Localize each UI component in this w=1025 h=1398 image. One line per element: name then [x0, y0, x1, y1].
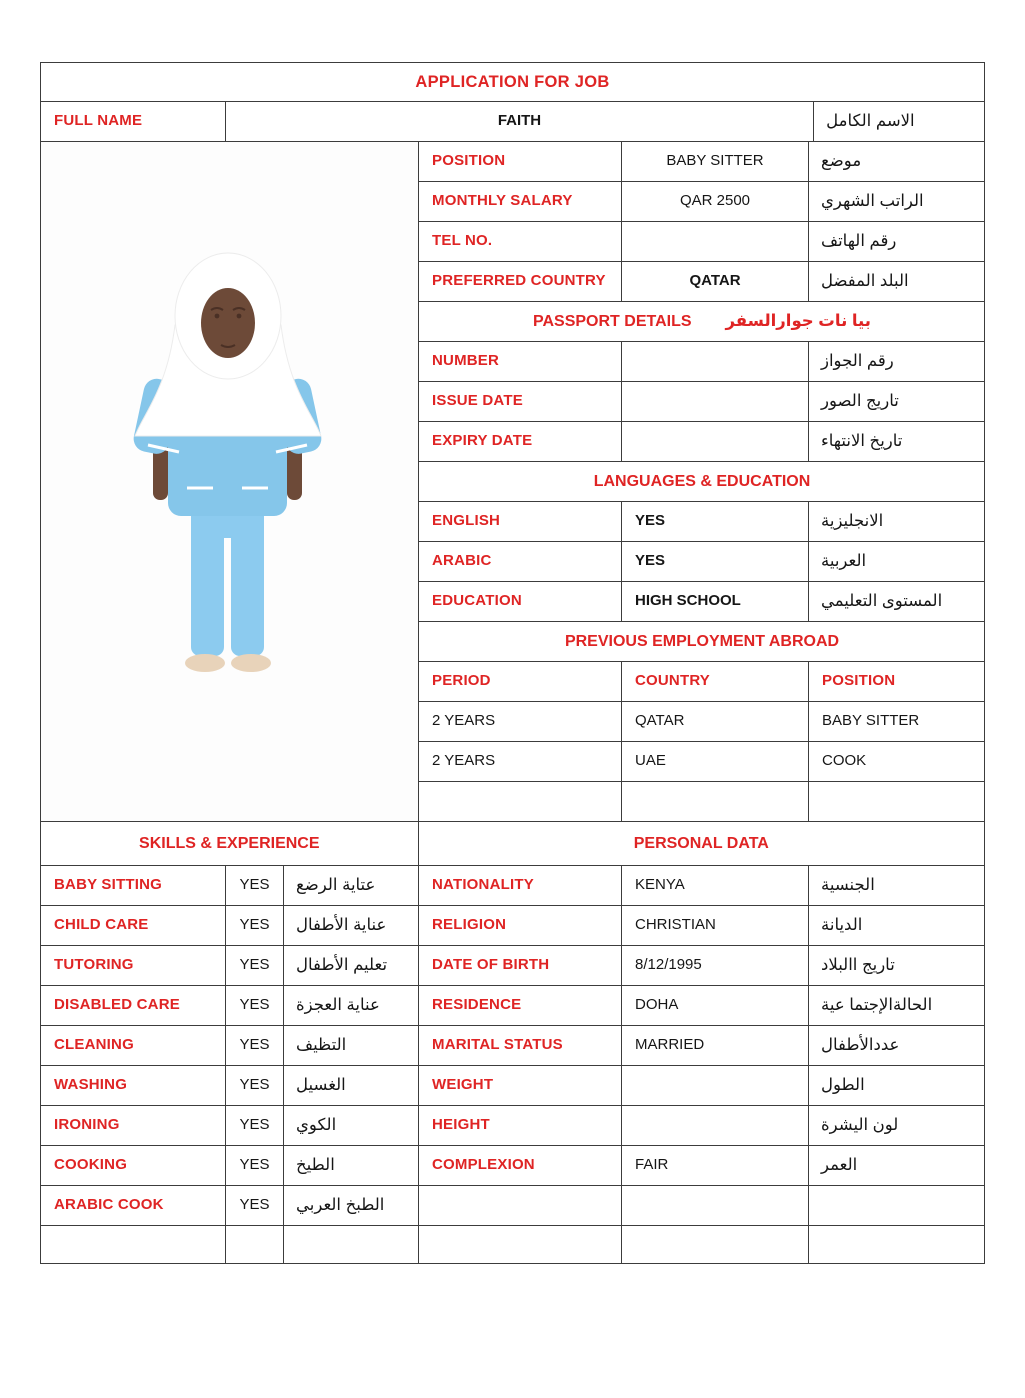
- passport-number-value: [621, 341, 808, 381]
- weight-label: WEIGHT: [418, 1065, 621, 1105]
- english-row: [418, 501, 985, 541]
- baby-sitting-label-arabic: عتاية الرضع: [283, 865, 418, 905]
- personal-empty2-label-arabic: [808, 1225, 985, 1263]
- height-label-arabic: لون اليشرة: [808, 1105, 985, 1145]
- row-child-care-religion: [40, 905, 984, 945]
- education-label: EDUCATION: [418, 581, 621, 621]
- passport-number-label-arabic: رقم الجواز: [808, 341, 985, 381]
- employment-column-period: PERIOD: [418, 661, 621, 701]
- date-of-birth-label-arabic: تاريج االبلاد: [808, 945, 985, 985]
- row-baby-sitting-nationality: [40, 865, 984, 905]
- position-label-arabic: موضع: [808, 141, 985, 181]
- expiry-date-row: [418, 421, 985, 461]
- row-ironing-height: [40, 1105, 984, 1145]
- monthly-salary-value: QAR 2500: [621, 181, 808, 221]
- complexion-label: COMPLEXION: [418, 1145, 621, 1185]
- employment-row-2: [418, 741, 985, 781]
- employment-1-period: 2 YEARS: [418, 701, 621, 741]
- education-row: [418, 581, 985, 621]
- section-headers-row: [40, 821, 984, 865]
- religion-label: RELIGION: [418, 905, 621, 945]
- cleaning-value: YES: [225, 1025, 283, 1065]
- employment-row-3-empty: [418, 781, 985, 821]
- personal-empty-label-arabic: [808, 1185, 985, 1225]
- education-value: HIGH SCHOOL: [621, 581, 808, 621]
- full-name-row: [40, 101, 984, 141]
- full-name-label-arabic: الاسم الكامل: [813, 101, 984, 141]
- employment-2-period: 2 YEARS: [418, 741, 621, 781]
- position-value: BABY SITTER: [621, 141, 808, 181]
- complexion-label-arabic: العمر: [808, 1145, 985, 1185]
- english-value: YES: [621, 501, 808, 541]
- preferred-country-row: [418, 261, 985, 301]
- religion-value: CHRISTIAN: [621, 905, 808, 945]
- face: [201, 288, 255, 358]
- row-washing-weight: [40, 1065, 984, 1105]
- expiry-date-value: [621, 421, 808, 461]
- page-title: APPLICATION FOR JOB: [40, 62, 984, 101]
- cleaning-label: CLEANING: [40, 1025, 225, 1065]
- skills-experience-header: SKILLS & EXPERIENCE: [40, 821, 418, 865]
- preferred-country-value: QATAR: [621, 261, 808, 301]
- tel-no-value: [621, 221, 808, 261]
- weight-label-arabic: الطول: [808, 1065, 985, 1105]
- tutoring-label: TUTORING: [40, 945, 225, 985]
- previous-employment-header: PREVIOUS EMPLOYMENT ABROAD: [418, 621, 985, 661]
- height-label: HEIGHT: [418, 1105, 621, 1145]
- residence-label-arabic: الحالةالإجتما عية: [808, 985, 985, 1025]
- arabic-cook-label-arabic: الطبخ العربي: [283, 1185, 418, 1225]
- washing-value: YES: [225, 1065, 283, 1105]
- employment-2-position: COOK: [808, 741, 985, 781]
- marital-status-value: MARRIED: [621, 1025, 808, 1065]
- employment-column-country: COUNTRY: [621, 661, 808, 701]
- previous-employment-header-row: [418, 621, 985, 661]
- position-row: [418, 141, 985, 181]
- residence-label: RESIDENCE: [418, 985, 621, 1025]
- cooking-value: YES: [225, 1145, 283, 1185]
- arabic-value: YES: [621, 541, 808, 581]
- passport-details-header-en: PASSPORT DETAILS: [533, 312, 692, 330]
- baby-sitting-value: YES: [225, 865, 283, 905]
- personal-empty-value: [621, 1185, 808, 1225]
- tutoring-value: YES: [225, 945, 283, 985]
- personal-empty2-value: [621, 1225, 808, 1263]
- full-name-value: FAITH: [225, 101, 813, 141]
- issue-date-label: ISSUE DATE: [418, 381, 621, 421]
- washing-label: WASHING: [40, 1065, 225, 1105]
- languages-education-header-row: [418, 461, 985, 501]
- disabled-care-value: YES: [225, 985, 283, 1025]
- skills-empty-label-arabic: [283, 1225, 418, 1263]
- date-of-birth-value: 8/12/1995: [621, 945, 808, 985]
- employment-3-position: [808, 781, 985, 821]
- employment-row-1: [418, 701, 985, 741]
- personal-data-header: PERSONAL DATA: [418, 821, 984, 865]
- employment-2-country: UAE: [621, 741, 808, 781]
- row-tutoring-date-of-birth: [40, 945, 984, 985]
- preferred-country-label: PREFERRED COUNTRY: [418, 261, 621, 301]
- monthly-salary-label: MONTHLY SALARY: [418, 181, 621, 221]
- tel-no-label: TEL NO.: [418, 221, 621, 261]
- passport-number-label: NUMBER: [418, 341, 621, 381]
- expiry-date-label: EXPIRY DATE: [418, 421, 621, 461]
- child-care-label-arabic: عناية الأطفال: [283, 905, 418, 945]
- arabic-cook-value: YES: [225, 1185, 283, 1225]
- tutoring-label-arabic: تعليم الأطفال: [283, 945, 418, 985]
- cleaning-label-arabic: التظيف: [283, 1025, 418, 1065]
- cooking-label: COOKING: [40, 1145, 225, 1185]
- skills-empty-label: [40, 1225, 225, 1263]
- child-care-value: YES: [225, 905, 283, 945]
- position-label: POSITION: [418, 141, 621, 181]
- details-stack: [418, 141, 985, 821]
- monthly-salary-row: [418, 181, 985, 221]
- arabic-label: ARABIC: [418, 541, 621, 581]
- employment-1-position: BABY SITTER: [808, 701, 985, 741]
- employment-columns-row: [418, 661, 985, 701]
- title-row: [40, 62, 984, 101]
- tel-no-label-arabic: رقم الهاتف: [808, 221, 985, 261]
- arabic-label-arabic: العربية: [808, 541, 985, 581]
- applicant-photo: [41, 142, 418, 821]
- arabic-cook-label: ARABIC COOK: [40, 1185, 225, 1225]
- row-arabic-cook-empty: [40, 1185, 984, 1225]
- passport-number-row: [418, 341, 985, 381]
- employment-3-period: [418, 781, 621, 821]
- row-cooking-complexion: [40, 1145, 984, 1185]
- date-of-birth-label: DATE OF BIRTH: [418, 945, 621, 985]
- row-cleaning-marital-status: [40, 1025, 984, 1065]
- issue-date-row: [418, 381, 985, 421]
- row-disabled-care-residence: [40, 985, 984, 1025]
- full-name-label: FULL NAME: [40, 101, 225, 141]
- nationality-value: KENYA: [621, 865, 808, 905]
- employment-3-country: [621, 781, 808, 821]
- ironing-label-arabic: الكوي: [283, 1105, 418, 1145]
- marital-status-label-arabic: عددالأطفال: [808, 1025, 985, 1065]
- photo-cell: [40, 141, 418, 821]
- monthly-salary-label-arabic: الراتب الشهري: [808, 181, 985, 221]
- preferred-country-label-arabic: البلد المفضل: [808, 261, 985, 301]
- nationality-label: NATIONALITY: [418, 865, 621, 905]
- passport-details-header: [418, 301, 985, 341]
- washing-label-arabic: الغسيل: [283, 1065, 418, 1105]
- disabled-care-label-arabic: عناية العجزة: [283, 985, 418, 1025]
- complexion-value: FAIR: [621, 1145, 808, 1185]
- employment-column-position: POSITION: [808, 661, 985, 701]
- education-label-arabic: المستوى التعليمي: [808, 581, 985, 621]
- religion-label-arabic: الديانة: [808, 905, 985, 945]
- passport-details-header-row: [418, 301, 985, 341]
- arabic-row: [418, 541, 985, 581]
- english-label: ENGLISH: [418, 501, 621, 541]
- personal-empty2-label: [418, 1225, 621, 1263]
- expiry-date-label-arabic: تاريخ الانتهاء: [808, 421, 985, 461]
- baby-sitting-label: BABY SITTING: [40, 865, 225, 905]
- ironing-label: IRONING: [40, 1105, 225, 1145]
- disabled-care-label: DISABLED CARE: [40, 985, 225, 1025]
- marital-status-label: MARITAL STATUS: [418, 1025, 621, 1065]
- passport-details-header-arabic: بيا نات جوارالسفر: [725, 312, 871, 331]
- weight-value: [621, 1065, 808, 1105]
- issue-date-label-arabic: تاريج الصور: [808, 381, 985, 421]
- application-form-table: [40, 62, 985, 1264]
- personal-empty-label: [418, 1185, 621, 1225]
- ironing-value: YES: [225, 1105, 283, 1145]
- middle-section: [40, 141, 984, 821]
- tel-no-row: [418, 221, 985, 261]
- employment-1-country: QATAR: [621, 701, 808, 741]
- nationality-label-arabic: الجنسية: [808, 865, 985, 905]
- issue-date-value: [621, 381, 808, 421]
- languages-education-header: LANGUAGES & EDUCATION: [418, 461, 985, 501]
- height-value: [621, 1105, 808, 1145]
- english-label-arabic: الانجليزية: [808, 501, 985, 541]
- child-care-label: CHILD CARE: [40, 905, 225, 945]
- residence-value: DOHA: [621, 985, 808, 1025]
- row-bottom-empty: [40, 1225, 984, 1263]
- skills-empty-value: [225, 1225, 283, 1263]
- cooking-label-arabic: الطيخ: [283, 1145, 418, 1185]
